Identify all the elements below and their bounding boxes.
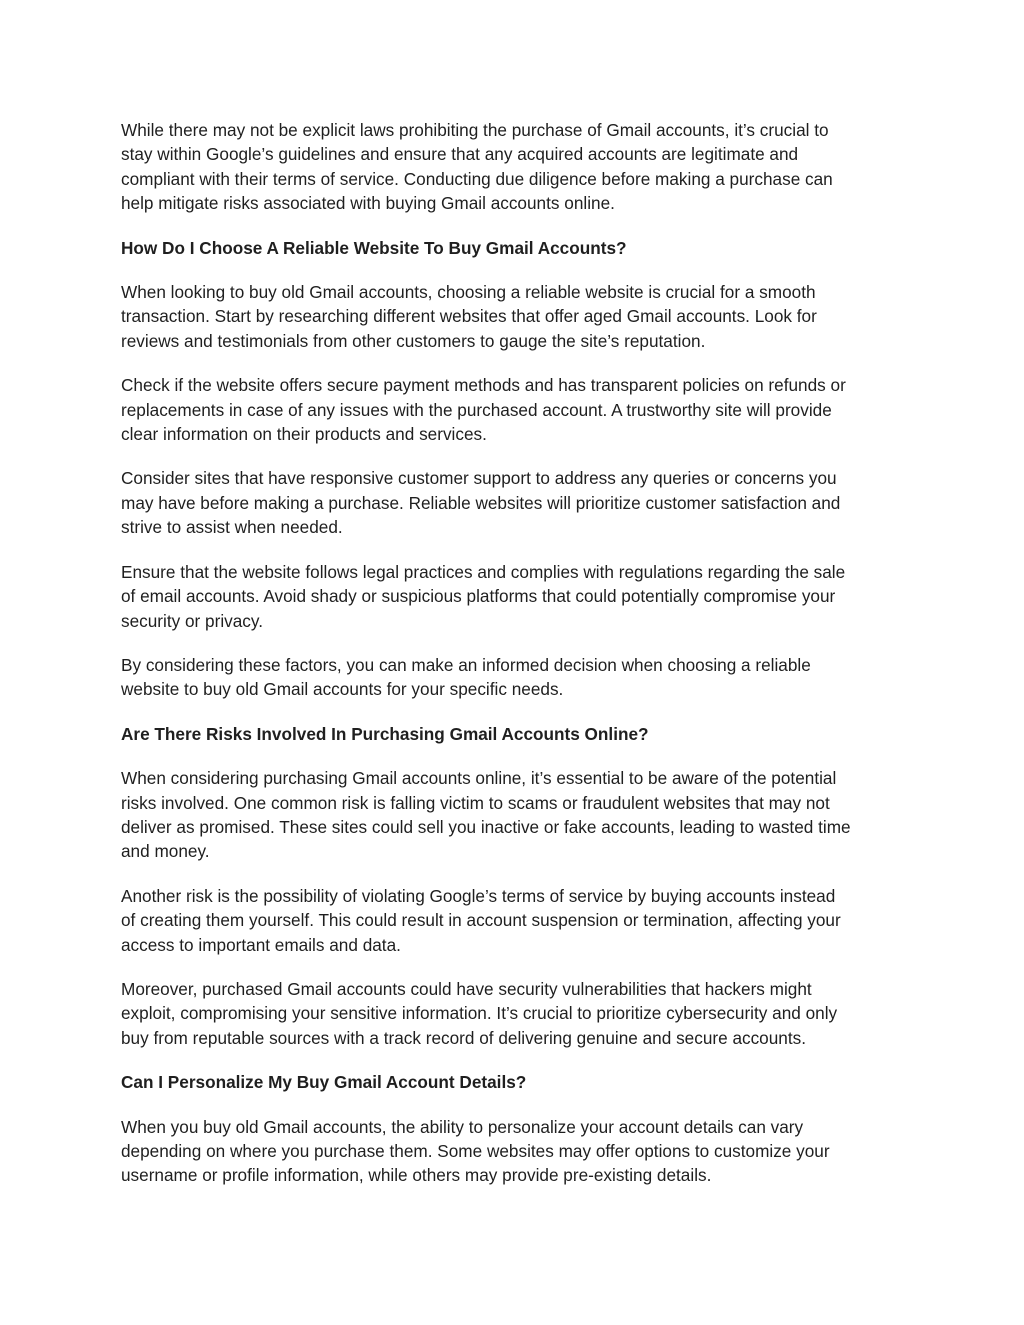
paragraph-secure-payment: Check if the website offers secure payment methods and has transparent policies on refunds or replacements in case of any issues with the purchased account. A trustworthy site will provide clear information on their products and services. xyxy=(121,375,846,445)
paragraph-research-websites: When looking to buy old Gmail accounts, choosing a reliable website is crucial for a smooth transaction. Start by researching different websites that offer aged Gmail accounts. Look for reviews and testimonials from other customers to gauge the site’s reputation. xyxy=(121,282,817,351)
paragraph-legality: While there may not be explicit laws prohibiting the purchase of Gmail accounts, it’s crucial to stay within Google’s guidelines and ensure that any acquired accounts are legitimate and compliant with their terms of service. Conducting due diligence before making a purchase can help mitigate risks associated with buying Gmail accounts online. xyxy=(121,120,833,214)
paragraph-informed-decision: By considering these factors, you can make an informed decision when choosing a reliable website to buy old Gmail accounts for your specific needs. xyxy=(121,654,811,700)
heading-choose-reliable-website: How Do I Choose A Reliable Website To Buy Gmail Accounts? xyxy=(121,237,627,258)
paragraph-customer-support: Consider sites that have responsive customer support to address any queries or concerns you may have before making a purchase. Reliable websites will prioritize customer satisfaction and strive to assist when needed. xyxy=(121,468,841,538)
paragraph-legal-practices: Ensure that the website follows legal practices and complies with regulations regarding the sale of email accounts. Avoid shady or suspicious platforms that could potentially compromise your security or privacy. xyxy=(121,561,846,631)
heading-personalize-details: Can I Personalize My Buy Gmail Account Details? xyxy=(121,1072,527,1093)
paragraph-security-risk: Moreover, purchased Gmail accounts could have security vulnerabilities that hackers might exploit, compromising your sensitive information. It’s crucial to prioritize cybersecurity and only buy from reputable sources with a track record of delivering genuine and secure accounts. xyxy=(121,978,838,1048)
paragraph-terms-risk: Another risk is the possibility of violating Google’s terms of service by buying accounts instead of creating them yourself. This could result in account suspension or termination, affecting your access to important emails and data. xyxy=(121,885,841,955)
paragraph-scam-risk: When considering purchasing Gmail accounts online, it’s essential to be aware of the potential risks involved. One common risk is falling victim to scams or fraudulent websites that may not deliver as promised. These sites could sell you inactive or fake accounts, leading to wasted time and money. xyxy=(121,768,851,862)
paragraph-personalization: When you buy old Gmail accounts, the ability to personalize your account details can vary depending on where you purchase them. Some websites may offer options to customize your username or profile information, while others may provide pre-existing details. xyxy=(121,1116,830,1186)
heading-risks-involved: Are There Risks Involved In Purchasing Gmail Accounts Online? xyxy=(121,723,649,744)
document-page xyxy=(121,118,911,1208)
